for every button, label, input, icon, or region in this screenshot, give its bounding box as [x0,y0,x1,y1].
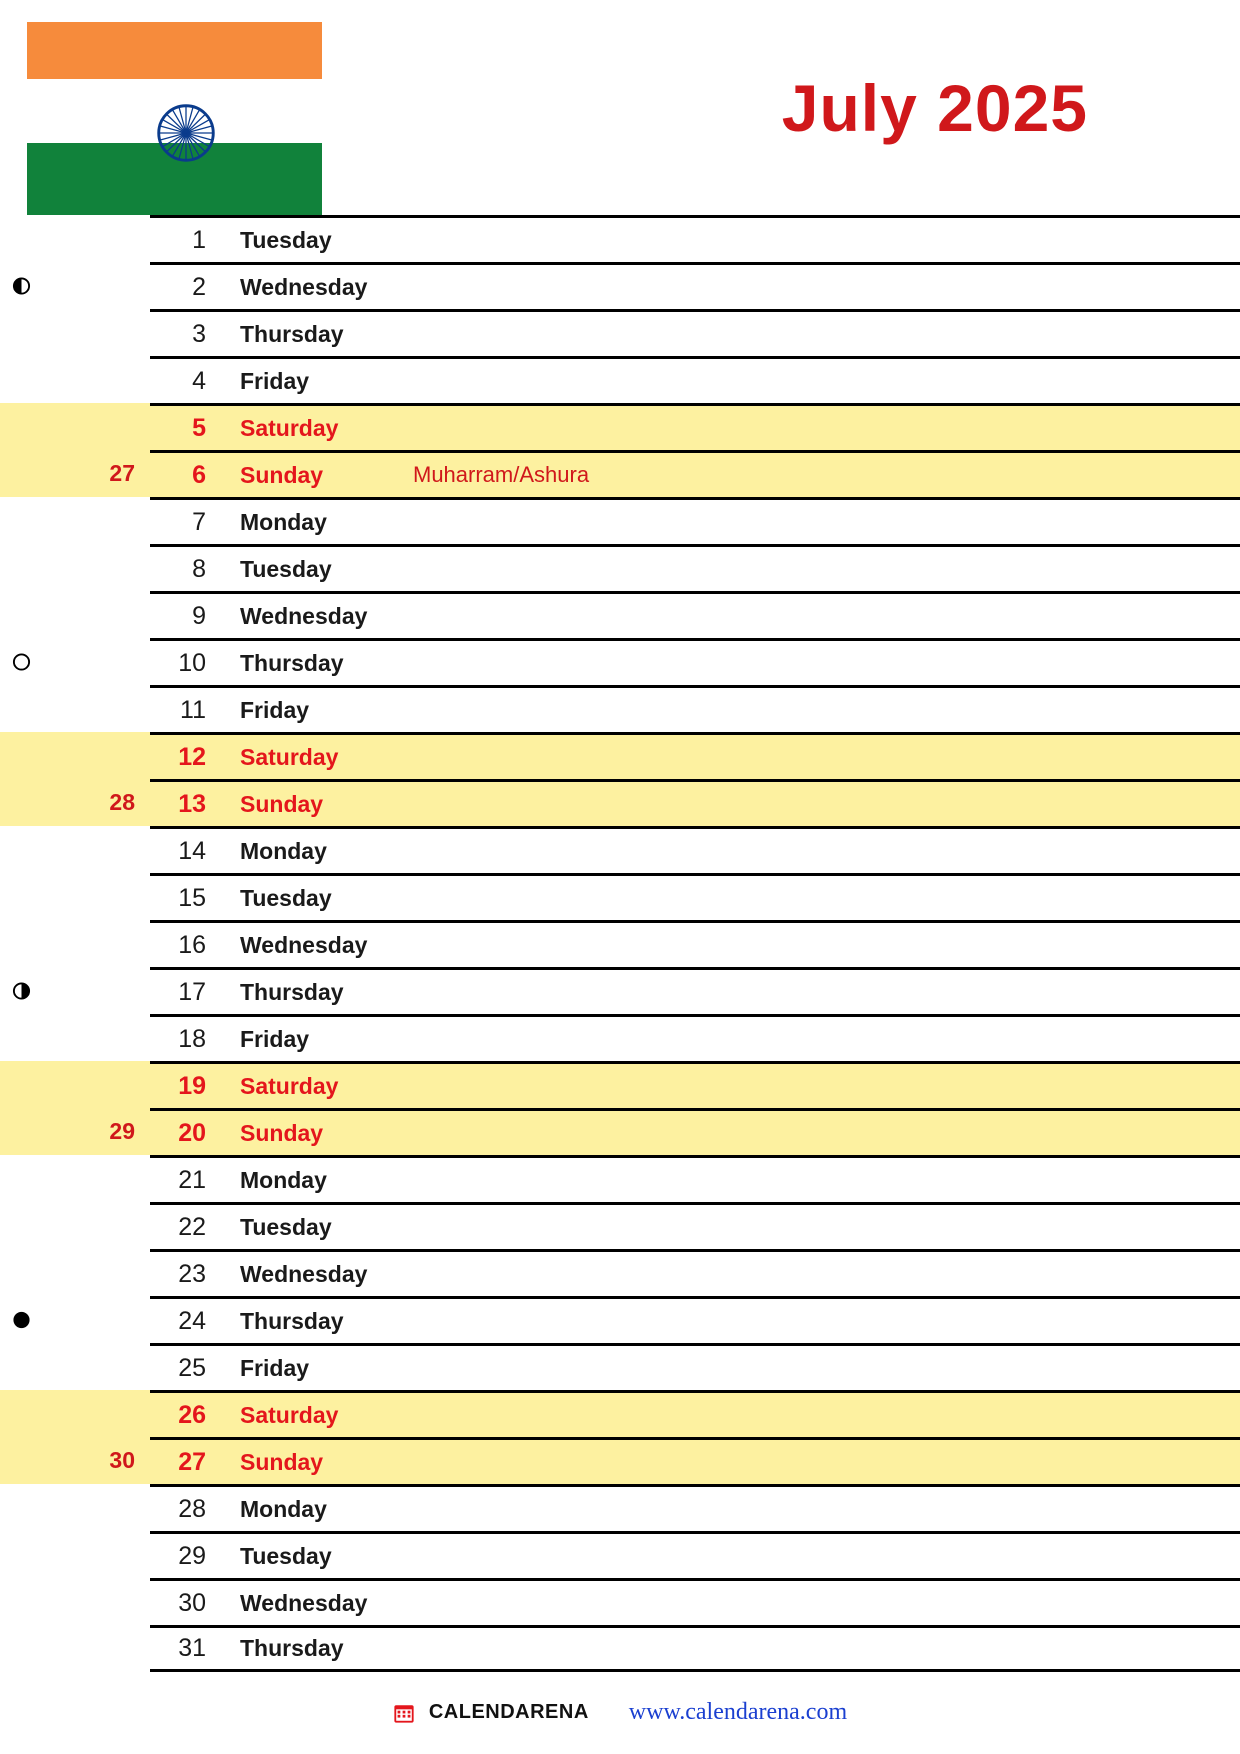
week-number: 27 [109,460,135,486]
calendar-row [0,920,1240,967]
india-flag [27,22,322,215]
day-number: 1 [192,225,206,254]
day-row-content [150,1484,1240,1531]
calendar-row [0,1484,1240,1531]
day-row-content [150,1578,1240,1625]
day-name: Wednesday [240,931,368,958]
calendar-row [0,1155,1240,1202]
day-name: Saturday [240,743,339,770]
calendar-row [0,826,1240,873]
calendar-row [0,215,1240,262]
day-name: Saturday [240,1072,339,1099]
day-number: 31 [178,1634,206,1662]
calendar-row [0,685,1240,732]
week-number-cell [0,1296,150,1343]
day-number: 21 [178,1165,206,1194]
day-name: Monday [240,837,327,864]
calendar-row [0,779,1240,826]
calendar-row [0,403,1240,450]
day-row-content [150,1249,1240,1296]
calendar-row [0,497,1240,544]
day-row-content [150,1202,1240,1249]
week-number-cell [0,1625,150,1672]
day-name: Tuesday [240,884,332,911]
day-name: Wednesday [240,1260,368,1287]
week-number-cell [0,309,150,356]
day-name: Friday [240,696,310,723]
day-row-content [150,450,1240,497]
calendar-row [0,873,1240,920]
day-name: Monday [240,1495,327,1522]
day-row-content [150,1531,1240,1578]
calendar-row [0,1437,1240,1484]
day-row-content [150,356,1240,403]
day-number: 18 [178,1024,206,1053]
day-row-content [150,309,1240,356]
week-number-cell [0,1014,150,1061]
week-number-cell [0,1202,150,1249]
day-row-content [150,1390,1240,1437]
day-name: Sunday [240,1119,324,1146]
day-number: 15 [178,883,206,912]
day-number: 24 [178,1306,206,1335]
week-number-cell [0,1531,150,1578]
calendar-row [0,1108,1240,1155]
day-name: Sunday [240,790,324,817]
day-row-content [150,685,1240,732]
day-number: 10 [178,648,206,677]
calendar-table [0,215,1240,1672]
calendar-row [0,1249,1240,1296]
day-row-content [150,1155,1240,1202]
day-number: 12 [178,742,206,771]
day-number: 3 [192,319,206,348]
footer [0,1699,1240,1726]
day-name: Thursday [240,649,344,676]
new-moon-icon [12,1310,31,1329]
week-number-cell [0,1390,150,1437]
calendar-row [0,732,1240,779]
day-number: 9 [192,601,206,630]
day-row-content [150,1296,1240,1343]
week-number-cell [0,732,150,779]
day-number: 30 [178,1588,206,1617]
day-number: 4 [192,366,206,395]
day-name: Thursday [240,978,344,1005]
week-number-cell [0,1155,150,1202]
day-name: Wednesday [240,273,368,300]
day-row-content [150,967,1240,1014]
day-name: Saturday [240,1401,339,1428]
calendar-row [0,591,1240,638]
calendar-row [0,1343,1240,1390]
day-number: 6 [192,460,206,489]
calendar-row [0,544,1240,591]
day-number: 23 [178,1259,206,1288]
week-number-cell [0,967,150,1014]
brand-name: CALENDARENA [428,1701,589,1723]
calendar-header [0,0,1240,215]
day-event: Muharram/Ashura [413,462,590,487]
day-row-content [150,1108,1240,1155]
ashoka-chakra-icon [157,104,215,162]
day-number: 16 [178,930,206,959]
week-number: 30 [109,1447,135,1473]
week-number-cell [0,497,150,544]
week-number-cell [0,356,150,403]
week-number-cell [0,685,150,732]
day-row-content [150,591,1240,638]
day-number: 14 [178,836,206,865]
day-row-content [150,920,1240,967]
day-number: 29 [178,1541,206,1570]
day-number: 25 [178,1353,206,1382]
day-number: 7 [192,507,206,536]
day-row-content [150,1343,1240,1390]
day-name: Wednesday [240,602,368,629]
day-number: 5 [192,413,206,442]
last-quarter-moon-icon [12,276,31,295]
day-name: Tuesday [240,1542,332,1569]
day-number: 28 [178,1494,206,1523]
page-title: July 2025 [781,71,1088,145]
day-row-content [150,638,1240,685]
calendar-row [0,967,1240,1014]
calendar-row [0,356,1240,403]
day-name: Saturday [240,414,339,441]
calendar-row [0,1390,1240,1437]
week-number-cell [0,1249,150,1296]
calendar-row [0,309,1240,356]
day-name: Monday [240,1166,327,1193]
day-number: 8 [192,554,206,583]
calendar-row [0,1296,1240,1343]
day-number: 22 [178,1212,206,1241]
day-number: 2 [192,272,206,301]
day-name: Tuesday [240,555,332,582]
day-name: Thursday [240,1635,344,1661]
day-number: 27 [178,1447,206,1476]
week-number-cell [0,1343,150,1390]
week-number-cell [0,1578,150,1625]
day-row-content [150,1437,1240,1484]
day-name: Tuesday [240,1213,332,1240]
day-name: Sunday [240,1448,324,1475]
week-number-cell [0,450,150,497]
day-name: Thursday [240,1307,344,1334]
day-row-content [150,1061,1240,1108]
site-url-link[interactable]: www.calendarena.com [628,1699,848,1725]
week-number-cell [0,1484,150,1531]
day-name: Friday [240,1025,310,1052]
day-row-content [150,732,1240,779]
week-number: 29 [109,1118,135,1144]
flag-band-saffron [27,22,322,79]
calendar-row [0,1531,1240,1578]
day-row-content [150,262,1240,309]
calendar-row [0,1014,1240,1061]
week-number-cell [0,1437,150,1484]
day-row-content [150,215,1240,262]
week-number-cell [0,215,150,262]
day-number: 20 [178,1118,206,1147]
calendar-row [0,1202,1240,1249]
week-number: 28 [109,789,135,815]
calendar-icon [393,1702,415,1724]
day-row-content [150,826,1240,873]
calendar-row [0,1578,1240,1625]
day-row-content [150,873,1240,920]
day-number: 13 [178,789,206,818]
day-name: Tuesday [240,226,332,253]
day-row-content [150,1014,1240,1061]
week-number-cell [0,591,150,638]
week-number-cell [0,1108,150,1155]
calendar-row [0,1061,1240,1108]
calendar-row [0,638,1240,685]
week-number-cell [0,920,150,967]
day-row-content [150,779,1240,826]
calendar-row [0,450,1240,497]
week-number-cell [0,873,150,920]
day-row-content [150,497,1240,544]
calendar-row [0,1625,1240,1672]
week-number-cell [0,544,150,591]
week-number-cell [0,1061,150,1108]
day-number: 17 [178,977,206,1006]
day-name: Friday [240,367,310,394]
day-row-content [150,1625,1240,1672]
week-number-cell [0,779,150,826]
day-name: Wednesday [240,1589,368,1616]
week-number-cell [0,262,150,309]
week-number-cell [0,638,150,685]
day-number: 11 [180,695,206,724]
week-number-cell [0,403,150,450]
day-name: Thursday [240,320,344,347]
day-number: 19 [178,1071,206,1100]
full-moon-icon [12,652,31,671]
day-name: Monday [240,508,327,535]
day-name: Friday [240,1354,310,1381]
day-name: Sunday [240,461,324,488]
first-quarter-moon-icon [12,981,31,1000]
day-number: 26 [178,1400,206,1429]
week-number-cell [0,826,150,873]
calendar-row [0,262,1240,309]
day-row-content [150,403,1240,450]
day-row-content [150,544,1240,591]
